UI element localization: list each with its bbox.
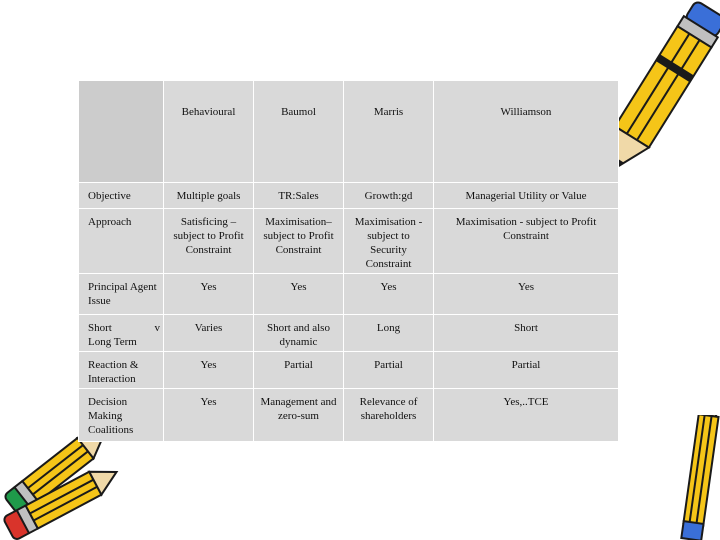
row-label-line: Short v xyxy=(88,322,160,334)
header-williamson: Williamson xyxy=(434,81,619,183)
table-cell: Yes,..TCE xyxy=(434,389,619,442)
table-cell: Maximisation– subject to Profit Constraint xyxy=(254,209,344,274)
table-cell: Yes xyxy=(164,274,254,315)
table-row xyxy=(79,209,619,274)
table-cell: Management and zero-sum xyxy=(254,389,344,442)
table-cell: Short and also dynamic xyxy=(254,315,344,352)
row-label-objective: Objective xyxy=(79,183,164,209)
row-label-reaction: Reaction & Interaction xyxy=(79,352,164,389)
header-behavioural: Behavioural xyxy=(164,81,254,183)
header-marris: Marris xyxy=(344,81,434,183)
table-cell: Yes xyxy=(434,274,619,315)
header-baumol: Baumol xyxy=(254,81,344,183)
table-header-row xyxy=(79,81,619,183)
table-cell: Partial xyxy=(434,352,619,389)
header-corner-cell xyxy=(79,81,164,183)
pencil-icon xyxy=(680,415,720,540)
table-cell: Short xyxy=(434,315,619,352)
row-label-decision-making: Decision Making Coalitions xyxy=(79,389,164,442)
table-cell: Growth:gd xyxy=(344,183,434,209)
table-cell: Partial xyxy=(344,352,434,389)
table-cell: Yes xyxy=(164,352,254,389)
comparison-table xyxy=(78,80,619,442)
row-label-line: Long Term xyxy=(88,336,137,348)
table-row xyxy=(79,315,619,352)
table-cell: Satisficing – subject to Profit Constraint xyxy=(164,209,254,274)
table-row xyxy=(79,274,619,315)
table-cell: Relevance of shareholders xyxy=(344,389,434,442)
table-row xyxy=(79,389,619,442)
table-cell: Partial xyxy=(254,352,344,389)
table-cell: Varies xyxy=(164,315,254,352)
row-label-short-long-term xyxy=(79,315,164,352)
table-cell: Long xyxy=(344,315,434,352)
table-cell: Yes xyxy=(254,274,344,315)
table-cell: Managerial Utility or Value xyxy=(434,183,619,209)
row-label-principal-agent: Principal Agent Issue xyxy=(79,274,164,315)
table-cell: Yes xyxy=(164,389,254,442)
table-cell: Yes xyxy=(344,274,434,315)
table-cell: Maximisation - subject to Profit Constraint xyxy=(434,209,619,274)
table-row xyxy=(79,183,619,209)
table-row xyxy=(79,352,619,389)
row-label-approach: Approach xyxy=(79,209,164,274)
table-cell: TR:Sales xyxy=(254,183,344,209)
table-cell: Multiple goals xyxy=(164,183,254,209)
table-cell: Maximisation - subject to Security Constraint xyxy=(344,209,434,274)
pencil-icon xyxy=(0,425,130,540)
